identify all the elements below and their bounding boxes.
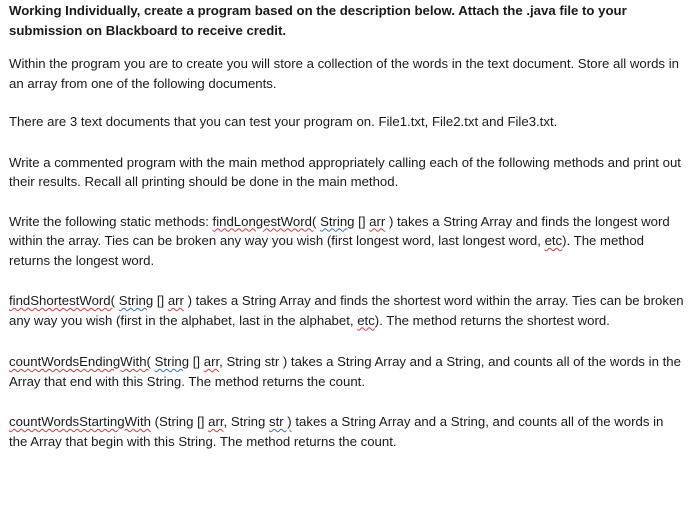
ending-arr-param: arr — [203, 354, 220, 369]
shortest-description: ) takes a String Array and finds the shortest word within the array. Ties can be broken any way you wish (first in the alphabet, last in the alphabet, — [9, 293, 684, 328]
find-longest-method: findLongestWord( — [212, 213, 317, 229]
ending-brackets: [] — [189, 354, 204, 369]
count-ending-method: countWordsEndingWith( — [9, 354, 151, 369]
paragraph-files: There are 3 text documents that you can test your program on. File1.txt, File2.txt and File3.txt. — [9, 114, 558, 129]
shortest-string-keyword: String — [118, 293, 154, 308]
starting-params: (String [] — [150, 414, 209, 429]
assignment-document — [9, 0, 685, 451]
heading-line-1: Working Individually, create a program based on the description below. Attach the .java file to your — [9, 3, 627, 18]
shortest-returns: ). The method returns the shortest word. — [374, 312, 610, 328]
paragraph-count-ending — [9, 352, 685, 391]
starting-string-type: , String — [223, 414, 269, 429]
paragraph-find-longest — [9, 212, 685, 271]
heading-line-2: submission on Blackboard to receive credit. — [9, 22, 287, 38]
find-shortest-method: findShortestWord( — [9, 293, 116, 308]
paragraph-commented-program: Write a commented program with the main method appropriately calling each of the following methods and print out their results. Recall all printing should be done in the main method. — [9, 154, 681, 189]
ending-string-keyword: String — [154, 354, 190, 369]
paragraph-count-starting — [9, 412, 685, 451]
ending-description: , String str ) takes a String Array and a String, and counts all of the words in the Array that end with this String. The method returns the count. — [9, 354, 681, 389]
instructions-heading — [9, 0, 685, 40]
longest-intro: Write the following static methods: — [9, 213, 213, 229]
longest-string-keyword: String — [320, 213, 355, 229]
shortest-arr-param: arr — [167, 293, 184, 308]
count-starting-method: countWordsStartingWith — [9, 414, 151, 429]
paragraph-find-shortest — [9, 291, 685, 330]
shortest-brackets: [] — [153, 293, 168, 308]
starting-arr-param: arr — [208, 414, 224, 429]
longest-description: ) takes a String Array and finds the longest word within the array. Ties can be broken any way you wish (first longest word, last longest word, — [9, 213, 670, 248]
shortest-etc: etc — [357, 312, 375, 328]
longest-etc: etc — [544, 233, 563, 248]
longest-brackets: [] — [354, 213, 370, 229]
paragraph-collection: Within the program you are to create you will store a collection of the words in the text document. Store all words in an array from one of the following documents. — [9, 56, 679, 91]
longest-arr-param: arr — [369, 213, 386, 229]
starting-description: takes a String Array and a String, and counts all of the words in the Array that begin with this String. The method returns the count. — [9, 414, 664, 449]
starting-str-param: str ) — [268, 414, 292, 429]
longest-returns: ). The method returns the longest word. — [9, 233, 645, 268]
